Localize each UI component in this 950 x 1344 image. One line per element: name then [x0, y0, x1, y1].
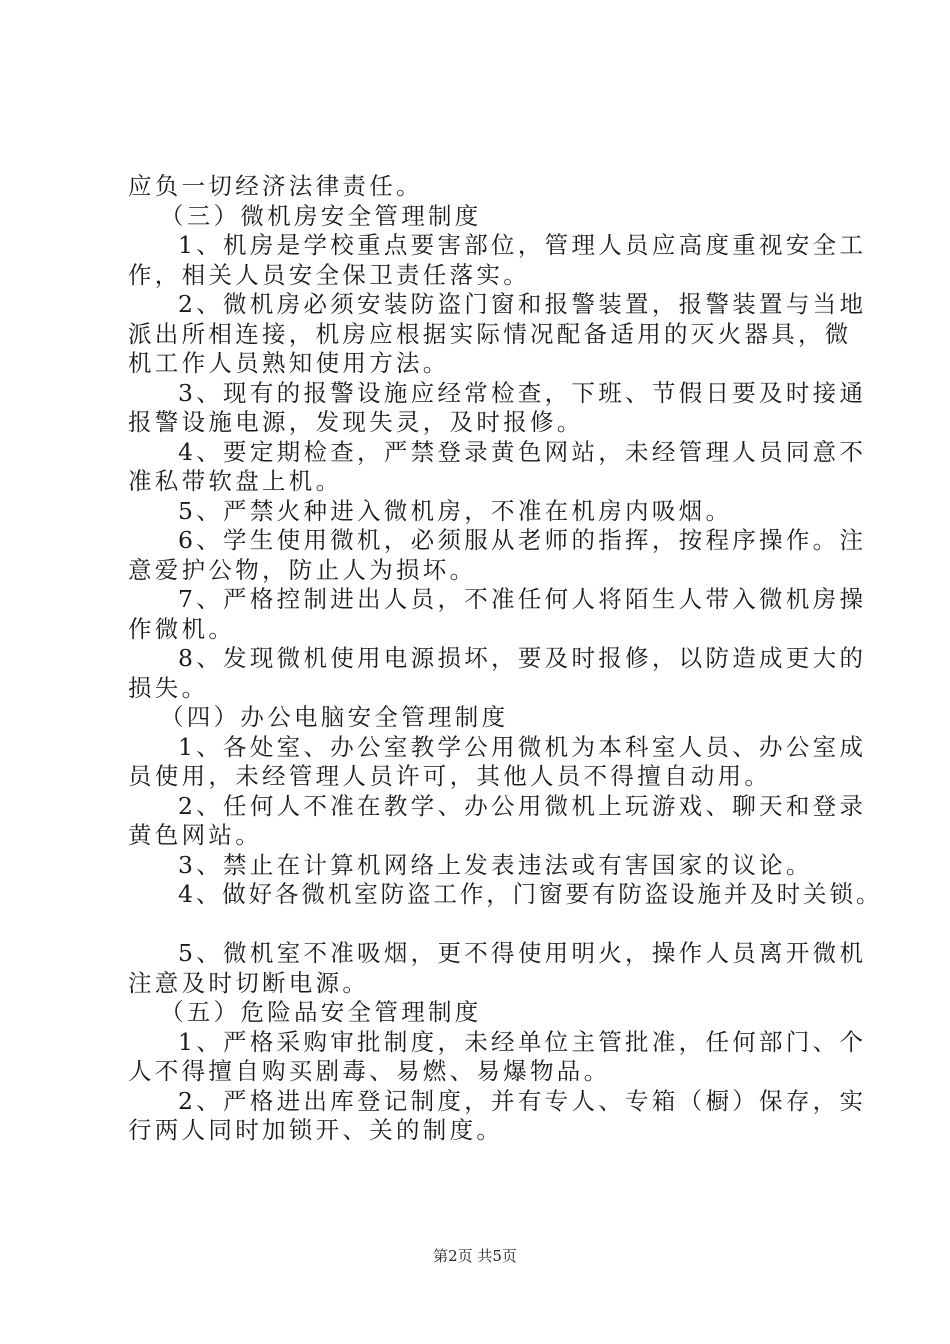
paragraph-line: 报警设施电源，发现失灵，及时报修。 [128, 408, 584, 436]
paragraph-line: 准私带软盘上机。 [128, 467, 343, 495]
paragraph-line: 5、微机室不准吸烟，更不得使用明火，操作人员离开微机 [178, 939, 867, 967]
document-body [128, 172, 883, 1146]
paragraph-line: 注意及时切断电源。 [128, 968, 370, 997]
paragraph-line: 作微机。 [128, 614, 236, 643]
paragraph-line: 2、任何人不准在教学、办公用微机上玩游戏、聊天和登录 [178, 791, 867, 820]
paragraph-line: 人不得擅自购买剧毒、易燃、易爆物品。 [128, 1057, 611, 1085]
paragraph-line: 6、学生使用微机，必须服从老师的指挥，按程序操作。注 [178, 526, 867, 554]
paragraph-line: 5、严禁火种进入微机房，不准在机房内吸烟。 [178, 496, 733, 525]
paragraph-line: 1、严格采购审批制度，未经单位主管批准，任何部门、个 [178, 1027, 867, 1056]
paragraph-line: 损失。 [128, 673, 209, 702]
paragraph-line: 3、现有的报警设施应经常检查，下班、节假日要及时接通 [178, 378, 867, 407]
paragraph-line: 意爱护公物，防止人为损坏。 [128, 555, 477, 584]
paragraph-line: 1、各处室、办公室教学公用微机为本科室人员、办公室成 [178, 732, 867, 761]
paragraph-line: 应负一切经济法律责任。 [128, 172, 423, 200]
paragraph-line: 作，相关人员安全保卫责任落实。 [128, 260, 530, 289]
blank-line [128, 910, 840, 940]
section-heading: （四）办公电脑安全管理制度 [160, 703, 509, 731]
paragraph-line: 员使用，未经管理人员许可，其他人员不得擅自动用。 [128, 762, 772, 790]
paragraph-line: 2、严格进出库登记制度，并有专人、专箱（橱）保存，实 [178, 1086, 867, 1115]
section-heading: （五）危险品安全管理制度 [160, 998, 482, 1026]
paragraph-line: 8、发现微机使用电源损坏，要及时报修，以防造成更大的 [178, 644, 867, 672]
page-number-footer: 第2页 共5页 [433, 1247, 517, 1265]
paragraph-line: 7、严格控制进出人员，不准任何人将陌生人带入微机房操 [178, 585, 867, 613]
section-heading: （三）微机房安全管理制度 [160, 201, 482, 230]
paragraph-line: 3、禁止在计算机网络上发表违法或有害国家的议论。 [178, 850, 813, 879]
paragraph-line: 4、要定期检查，严禁登录黄色网站，未经管理人员同意不 [178, 437, 867, 466]
paragraph-line: 2、微机房必须安装防盗门窗和报警装置，报警装置与当地 [178, 290, 867, 318]
paragraph-line: 机工作人员熟知使用方法。 [128, 349, 450, 377]
paragraph-line: 黄色网站。 [128, 821, 262, 849]
paragraph-line: 行两人同时加锁开、关的制度。 [128, 1116, 504, 1144]
paragraph-line: 4、做好各微机室防盗工作，门窗要有防盗设施并及时关锁。 [178, 880, 883, 908]
paragraph-line: 1、机房是学校重点要害部位，管理人员应高度重视安全工 [178, 231, 867, 259]
paragraph-line: 派出所相连接，机房应根据实际情况配备适用的灭火器具，微 [128, 319, 852, 348]
